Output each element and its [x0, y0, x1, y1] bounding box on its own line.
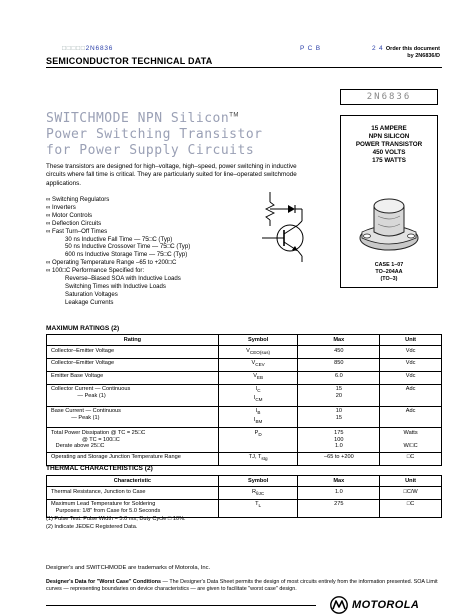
rating-cell: Collector–Emitter Voltage — [47, 358, 219, 371]
feature-item: ∞ Inverters — [46, 204, 276, 212]
table-header-row: Characteristic Symbol Max Unit — [47, 476, 442, 487]
footer-rule — [46, 605, 316, 606]
feature-item: ∞ Fast Turn–Off Times — [46, 228, 276, 236]
unit-cell: Adc — [380, 384, 442, 406]
table-row — [47, 346, 442, 359]
symbol-cell: $R_{\theta JC}$ — [218, 487, 298, 500]
table-row — [47, 487, 442, 500]
unit-cell: Adc — [380, 406, 442, 428]
product-title-line-1: SWITCHMODE NPN Silicon™ — [46, 111, 239, 126]
feature-item: ∞ Operating Temperature Range –65 to +200□C — [46, 259, 276, 267]
header-page-number: 2 4 — [372, 45, 384, 52]
max-cell: 175 100 1.0 — [298, 428, 380, 452]
header-part-number: □□□□□2N6836 — [62, 45, 114, 52]
unit-cell: Watts W/□C — [380, 428, 442, 452]
table-row — [47, 452, 442, 465]
max-cell: 1.0 — [298, 487, 380, 500]
product-title-line-3: for Power Supply Circuits — [46, 143, 255, 158]
table-row — [47, 358, 442, 371]
feature-item: 30 ns Inductive Fall Time — 75□C (Typ) — [65, 235, 173, 243]
table-row — [47, 428, 442, 452]
table-row — [47, 499, 442, 517]
feature-item: ∞ Motor Controls — [46, 212, 276, 220]
spec-box-text: 15 AMPERE NPN SILICON POWER TRANSISTOR 450 VOLTS 175 WATTS — [355, 125, 423, 164]
document-title: SEMICONDUCTOR TECHNICAL DATA — [46, 56, 213, 66]
unit-cell: Vdc — [380, 371, 442, 384]
max-cell: 6.0 — [298, 371, 380, 384]
trademark-notice: Designer's and SWITCHMODE are trademarks of Motorola, Inc. — [46, 565, 211, 571]
thermal-heading: THERMAL CHARACTERISTICS (2) — [46, 465, 153, 472]
order-info: Order this document by 2N6836/D — [385, 46, 440, 59]
product-title-line-2: Power Switching Transistor — [46, 127, 263, 142]
table-row — [47, 371, 442, 384]
symbol-cell: $T_L$ — [218, 499, 298, 517]
header-center-code: P C B — [300, 45, 321, 52]
rating-cell: Collector–Emitter Voltage — [47, 346, 219, 359]
designers-data-notice: Designer's Data for "Worst Case" Conditions — The Designer's Data Sheet permits the design of most circuits entirely from the information presented. SOA Limit curves — representing boundaries on device characteristics — are given to facilitate "worst case" design. — [46, 579, 438, 592]
note-1: (1) Pulse Test: Pulse Width = 5.0 ms, Duty Cycle □ 10%. — [46, 516, 186, 522]
feature-item: Switching Times with Inductive Loads — [65, 282, 166, 290]
thermal-table — [46, 475, 442, 518]
unit-cell: Vdc — [380, 358, 442, 371]
symbol-cell: $V_{CEV}$ — [218, 358, 298, 371]
symbol-cell: $I_C$ $I_{CM}$ — [218, 384, 298, 406]
note-2: (2) Indicate JEDEC Registered Data. — [46, 524, 138, 530]
rating-cell: Thermal Resistance, Junction to Case — [47, 487, 219, 500]
case-info: CASE 1–07 TO–204AA (TO–3) — [374, 262, 404, 282]
feature-item: 50 ns Inductive Crossover Time — 75□C (Typ) — [65, 243, 191, 251]
motorola-batwing-icon — [330, 596, 348, 614]
feature-item: Leakage Currents — [65, 298, 114, 306]
feature-item: Saturation Voltages — [65, 290, 118, 298]
max-cell: 450 — [298, 346, 380, 359]
table-row — [47, 384, 442, 406]
feature-item: ∞ Deflection Circuits — [46, 220, 276, 228]
max-ratings-table — [46, 334, 442, 466]
intro-paragraph: These transistors are designed for high–voltage, high–speed, power switching in inductive circuits where fall time is critical. They are particularly suited for line–operated switchmode applications. — [46, 163, 297, 187]
symbol-cell: $V_{EB}$ — [218, 371, 298, 384]
symbol-cell: $V_{CEO(sus)}$ — [218, 346, 298, 359]
unit-cell: □C/W — [380, 487, 442, 500]
feature-item: Reverse–Biased SOA with Inductive Loads — [65, 275, 181, 283]
feature-item: ∞ 100□C Performance Specified for: — [46, 267, 276, 275]
feature-item: 600 ns Inductive Storage Time — 75□C (Typ) — [65, 251, 188, 259]
transistor-symbol-diagram — [258, 190, 318, 275]
symbol-cell: $I_B$ $I_{BM}$ — [218, 406, 298, 428]
rating-cell: Operating and Storage Junction Temperature Range — [47, 452, 219, 465]
max-cell: 850 — [298, 358, 380, 371]
part-number-box: 2N6836 — [340, 89, 438, 105]
max-cell: 10 15 — [298, 406, 380, 428]
rating-cell: Total Power Dissipation @ TC = 25□C @ TC = 100□C Derate above 25□C — [47, 428, 219, 452]
rating-cell: Emitter Base Voltage — [47, 371, 219, 384]
max-cell: 15 20 — [298, 384, 380, 406]
feature-list — [46, 196, 276, 307]
feature-item: ∞ Switching Regulators — [46, 196, 276, 204]
header-rule — [46, 67, 442, 68]
table-row — [47, 406, 442, 428]
table-header-row: Rating Symbol Max Unit — [47, 335, 442, 346]
symbol-cell: TJ, $T_{stg}$ — [218, 452, 298, 465]
max-ratings-heading: MAXIMUM RATINGS (2) — [46, 325, 120, 332]
max-cell: 275 — [298, 499, 380, 517]
unit-cell: □C — [380, 452, 442, 465]
max-cell: –65 to +200 — [298, 452, 380, 465]
motorola-logo: MOTOROLA — [330, 596, 419, 614]
unit-cell: Vdc — [380, 346, 442, 359]
rating-cell: Maximum Lead Temperature for Soldering Purposes: 1/8" from Case for 5.0 Seconds — [47, 499, 219, 517]
unit-cell: □C — [380, 499, 442, 517]
symbol-cell: $P_D$ — [218, 428, 298, 452]
rating-cell: Base Current — Continuous — Peak (1) — [47, 406, 219, 428]
to3-package-image — [358, 192, 420, 263]
rating-cell: Collector Current — Continuous — Peak (1) — [47, 384, 219, 406]
